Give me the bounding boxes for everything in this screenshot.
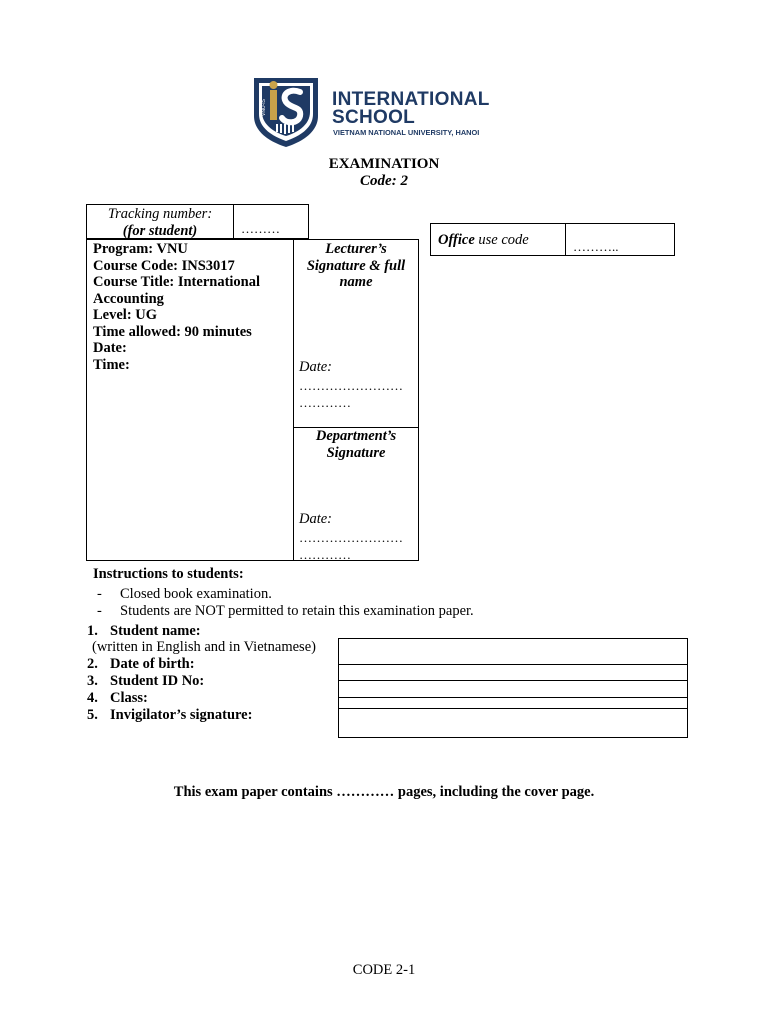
- page-footer-code: CODE 2-1: [352, 962, 416, 978]
- student-field-labels: 1. Student name: (written in English and in Vietnamese) 2. Date of birth: 3. Student ID No: 4. Class: 5. Invigilator’s signature:: [87, 623, 316, 723]
- tracking-sublabel: (for student): [122, 222, 198, 239]
- lecturer-date-dots-1: ……………………: [299, 378, 403, 393]
- department-date-label: Date:: [299, 511, 333, 527]
- invigilator-signature-field[interactable]: [338, 708, 688, 738]
- tracking-label: Tracking number:: [107, 206, 213, 222]
- department-date-dots-1: ……………………: [299, 530, 403, 545]
- department-date-dots-2: …………: [299, 547, 351, 562]
- exam-title: EXAMINATION: [328, 156, 440, 172]
- school-logo: [250, 76, 490, 148]
- office-label-rest: use code: [474, 232, 529, 248]
- date-of-birth-field[interactable]: [338, 664, 688, 680]
- student-name-field[interactable]: [338, 638, 688, 664]
- course-info-table: [86, 239, 419, 561]
- lecturer-date-label: Date:: [299, 359, 333, 375]
- instructions-heading: Instructions to students:: [93, 566, 244, 582]
- lecturer-signature-title: Lecturer’s Signature & full name: [306, 241, 406, 290]
- student-id-label: Student ID No:: [110, 673, 205, 689]
- svg-text:VNU-IS: VNU-IS: [261, 99, 267, 116]
- class-field[interactable]: [338, 697, 688, 708]
- tracking-label-cell: [87, 205, 234, 238]
- date-of-birth-label: Date of birth:: [110, 656, 195, 672]
- level-line: Level: UG: [93, 307, 158, 323]
- lecturer-date-dots-2: …………: [299, 395, 351, 410]
- office-use-box: [430, 223, 675, 256]
- course-title-line: Course Title: International Accounting: [93, 274, 261, 307]
- invigilator-signature-label: Invigilator’s signature:: [110, 707, 253, 723]
- logo-name-line2: SCHOOL: [332, 107, 416, 128]
- course-info-cell: [87, 240, 294, 560]
- logo-subtitle: VIETNAM NATIONAL UNIVERSITY, HANOI: [333, 128, 480, 137]
- tracking-number-box: [86, 204, 309, 239]
- tracking-value[interactable]: ………: [241, 221, 280, 236]
- instruction-item: - Closed book examination.: [97, 586, 272, 602]
- student-name-label: Student name:: [110, 623, 201, 639]
- pages-note: This exam paper contains ………… pages, including the cover page.: [173, 784, 595, 800]
- student-name-subnote: (written in English and in Vietnamese): [92, 639, 316, 655]
- department-signature-title: Department’s Signature: [315, 428, 397, 461]
- office-value[interactable]: ………..: [573, 239, 619, 254]
- office-label-cell: [431, 224, 566, 255]
- lecturer-signature-cell[interactable]: [294, 240, 418, 428]
- course-info-list: [93, 241, 288, 373]
- school-emblem-icon: [250, 76, 322, 148]
- time-allowed-line: Time allowed: 90 minutes: [93, 323, 252, 340]
- department-signature-cell[interactable]: [294, 428, 418, 560]
- course-code-line: Course Code: INS3017: [93, 257, 235, 274]
- office-label-bold: Office: [438, 232, 475, 248]
- student-id-field[interactable]: [338, 680, 688, 697]
- exam-code: Code: 2: [360, 173, 408, 189]
- program-line: Program: VNU: [93, 241, 188, 257]
- instructions-list: [93, 586, 693, 619]
- date-line: Date:: [93, 340, 127, 356]
- logo-name-line1: INTERNATIONAL: [332, 89, 490, 110]
- time-line: Time:: [93, 356, 130, 373]
- instruction-item: - Students are NOT permitted to retain this examination paper.: [97, 602, 474, 619]
- class-label: Class:: [110, 690, 148, 706]
